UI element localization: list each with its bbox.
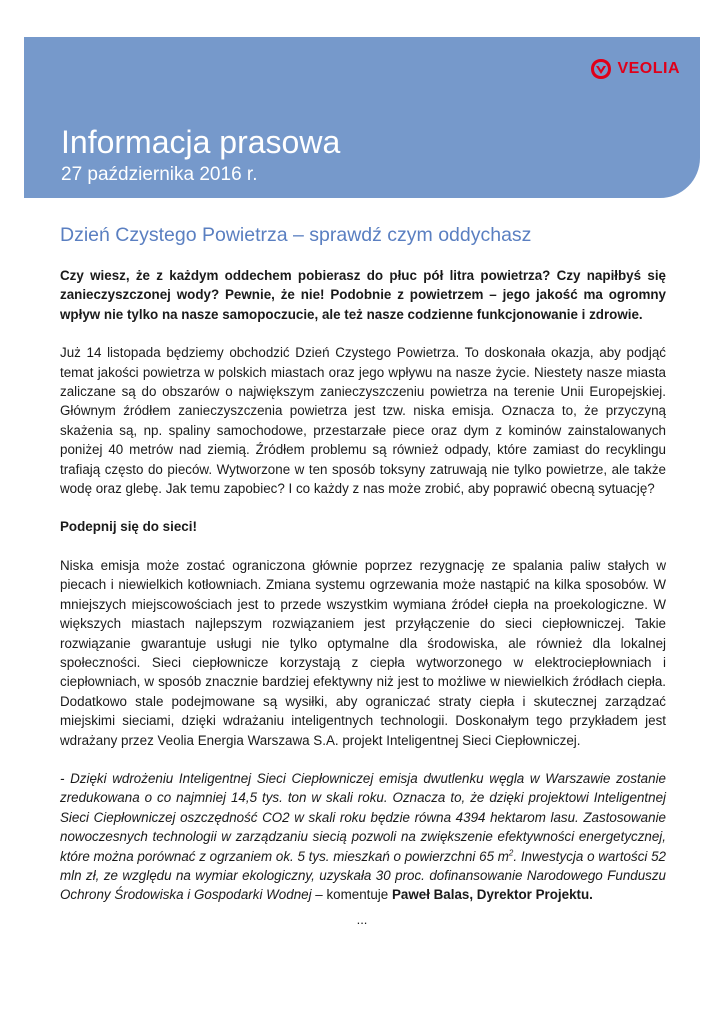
continuation-marker: ... — [356, 912, 368, 927]
quote-author: Paweł Balas, Dyrektor Projektu. — [391, 887, 593, 903]
quote-superscript: 2 — [508, 848, 514, 858]
section-heading: Podepnij się do sieci! — [60, 519, 197, 535]
article-headline: Dzień Czystego Powietrza – sprawdź czym oddychasz — [60, 224, 532, 246]
quote-text-2: . Inwestycja o wartości 52 mln zł, ze względu na wymiar ekologiczny, uzyskała 30 proc. dofinansowanie Narodowego Funduszu Ochrony Środowiska i Gospodarki Wodnej — [60, 848, 666, 903]
veolia-logo — [589, 57, 680, 81]
quote-text-1: - Dzięki wdrożeniu Inteligentnej Sieci Ciepłowniczej emisja dwutlenku węgla w Warszawie zostanie zredukowana o co najmniej 14,5 tys. ton w skali roku. Oznacza to, że dzięki projektowi Inteligentnej Sieci Ciepłowniczej oszczędność CO2 w skali roku będzie równa 4394 hektarom lasu. Zastosowanie nowoczesnych technologii w zarządzaniu siecią pozwoli na zwiększenie efektywności energetycznej, które można porównać z ogrzaniem ok. 5 tys. mieszkań o powierzchni 65 m — [60, 770, 666, 864]
release-date: 27 października 2016 r. — [61, 164, 258, 185]
quote-paragraph — [60, 769, 666, 905]
header-band — [24, 37, 700, 198]
paragraph-1: Już 14 listopada będziemy obchodzić Dzień Czystego Powietrza. To doskonała okazja, aby podjąć temat jakości powietrza w polskich miastach oraz jego wpływu na nasze życie. Niestety nasze miasta zaliczane są do obszarów o największym zanieczyszczeniu powietrza na terenie Unii Europejskiej. Głównym źródłem zanieczyszczenia powietrza jest tzw. niska emisja. Oznacza to, że przyczyną skażenia są, np. spaliny samochodowe, przestarzałe piece oraz dym z kominów zainstalowanych poniżej 40 metrów nad ziemią. Źródłem problemu są również odpady, które zamiast do recyklingu trafiają często do pieców. Wytworzone w ten sposób toksyny zatruwają nie tylko powietrze, ale także wodę oraz glebę. Jak temu zapobiec? I co każdy z nas może zrobić, aby poprawić obecną sytuację? — [60, 345, 666, 497]
quote-attribution: – komentuje — [311, 887, 392, 903]
article-body — [60, 222, 666, 924]
page-title: Informacja prasowa — [61, 124, 341, 160]
veolia-logo-icon — [589, 57, 613, 81]
lead-paragraph: Czy wiesz, że z każdym oddechem pobierasz do płuc pół litra powietrza? Czy napiłbyś się zanieczyszczonej wody? Pewnie, że nie! Podobnie z powietrzem – jego jakość ma ogromny wpływ nie tylko na nasze samopoczucie, ale też nasze codzienne funkcjonowanie i zdrowie. — [60, 268, 666, 322]
brand-name: VEOLIA — [617, 60, 680, 77]
paragraph-2: Niska emisja może zostać ograniczona głównie poprzez rezygnację ze spalania paliw stałych w piecach i niewielkich kotłowniach. Zmiana systemu ogrzewania może nastąpić na kilka sposobów. W mniejszych miejscowościach jest to przede wszystkim wymiana źródeł ciepła na proekologiczne. W większych miastach najlepszym rozwiązaniem jest przyłączenie do sieci ciepłowniczej. Takie rozwiązanie gwarantuje usługi nie tylko optymalne dla środowiska, ale również dla lokalnej społeczności. Sieci ciepłownicze korzystają z ciepła wytworzonego w elektrociepłowniach i ciepłowniach, w sposób znacznie bardziej efektywny niż jest to możliwe w niewielkich źródłach ciepła. Dodatkowo stale podejmowane są wysiłki, aby ograniczać straty ciepła i skutecznej zarządzać miejskimi sieciami, dzięki wdrażaniu inteligentnych technologii. Doskonałym tego przykładem jest wdrażany przez Veolia Energia Warszawa S.A. projekt Inteligentnej Sieci Ciepłowniczej. — [60, 557, 666, 748]
